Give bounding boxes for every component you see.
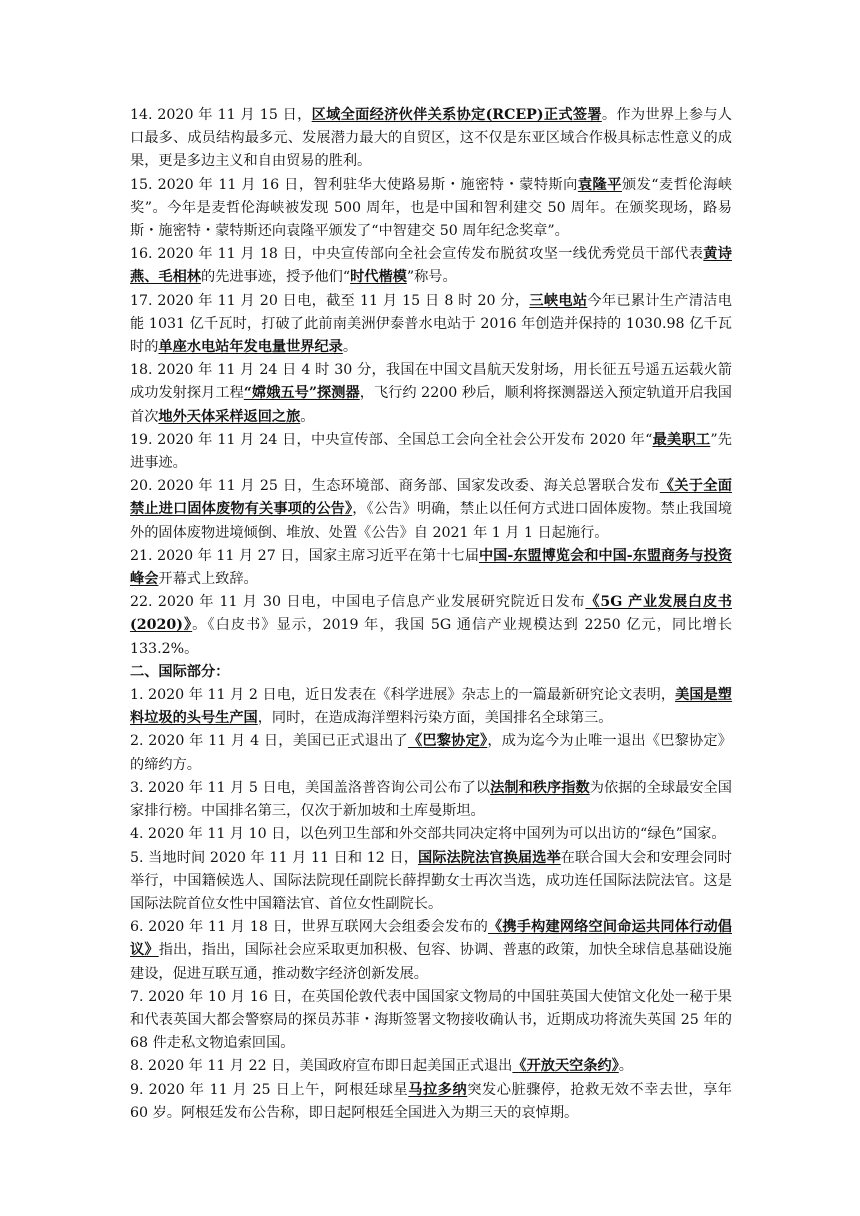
list-item: 8. 2020 年 11 月 22 日，美国政府宣布即日起美国正式退出《开放天空条约》。 — [130, 1058, 633, 1075]
document-body — [130, 104, 732, 1125]
highlight-term: 美国是塑料垃圾的头号生产国 — [130, 687, 732, 727]
list-item: 22. 2020 年 11 月 30 日电，中国电子信息产业发展研究院近日发布《5G 产业发展白皮书(2020)》。《白皮书》显示，2019 年，我国 5G 通信产业规模达到 2250 亿元，同比增长 133.2%。 — [130, 594, 733, 657]
highlight-term: 地外天体采样返回之旅 — [158, 408, 301, 425]
highlight-term: 《5G 产业发展白皮书(2020)》 — [130, 594, 732, 634]
highlight-term: 法制和秩序指数 — [490, 779, 590, 796]
highlight-term: 中国-东盟博览会和中国-东盟商务与投资峰会 — [130, 547, 733, 588]
list-item: 18. 2020 年 11 月 24 日 4 时 30 分，我国在中国文昌航天发射场，用长征五号遥五运载火箭成功发射探月工程“嫦娥五号”探测器，飞行约 2200 秒后，顺利将探测器送入预定轨道开启我国首次地外天体采样返回之旅。 — [130, 362, 732, 425]
highlight-term: “嫦娥五号”探测器 — [243, 385, 360, 402]
highlight-term: 最美职工 — [652, 431, 711, 448]
highlight-term: 《携手构建网络空间命运共同体行动倡议》 — [130, 919, 732, 959]
list-item: 9. 2020 年 11 月 25 日上午，阿根廷球星马拉多纳突发心脏骤停，抢救无效不幸去世，享年 60 岁。阿根廷发布公告称，即日起阿根廷全国进入为期三天的哀悼期。 — [130, 1081, 732, 1121]
highlight-term: 马拉多纳 — [408, 1081, 468, 1098]
list-item: 15. 2020 年 11 月 16 日，智利驻华大使路易斯・施密特・蒙特斯向袁隆平颁发“麦哲伦海峡奖”。今年是麦哲伦海峡被发现 500 周年，也是中国和智利建交 50 周年。在颁奖现场，路易斯・施密特・蒙特斯还向袁隆平颁发了“中智建交 50 周年纪念奖章”。 — [130, 176, 732, 240]
list-item: 1. 2020 年 11 月 2 日电，近日发表在《科学进展》杂志上的一篇最新研究论文表明，美国是塑料垃圾的头号生产国，同时，在造成海洋塑料污染方面，美国排名全球第三。 — [130, 687, 732, 727]
highlight-term: 《关于全面禁止进口固体废物有关事项的公告》 — [130, 478, 732, 518]
highlight-term: 《巴黎协定》 — [407, 733, 488, 750]
list-item: 19. 2020 年 11 月 24 日，中央宣传部、全国总工会向全社会公开发布 2020 年“最美职工”先进事迹。 — [130, 431, 732, 472]
list-item: 2. 2020 年 11 月 4 日，美国已正式退出了《巴黎协定》，成为迄今为止唯一退出《巴黎协定》的缔约方。 — [130, 733, 732, 773]
highlight-term: 三峡电站 — [529, 292, 588, 309]
list-item: 3. 2020 年 11 月 5 日电，美国盖洛普咨询公司公布了以法制和秩序指数为依据的全球最安全国家排行榜。中国排名第三，仅次于新加坡和土库曼斯坦。 — [130, 779, 732, 820]
list-item: 20. 2020 年 11 月 25 日，生态环境部、商务部、国家发改委、海关总署联合发布《关于全面禁止进口固体废物有关事项的公告》，《公告》明确，禁止以任何方式进口固体废物。禁止我国境外的固体废物进境倾倒、堆放、处置《公告》自 2021 年 1 月 1 日起施行。 — [130, 478, 733, 541]
list-item: 5. 当地时间 2020 年 11 月 11 日和 12 日，国际法院法官换届选举在联合国大会和安理会同时举行，中国籍候选人、国际法院现任副院长薛捍勤女士再次当选，成功连任国际法院法官。这是国际法院首位女性中国籍法官、首位女性副院长。 — [130, 849, 732, 912]
list-item: 16. 2020 年 11 月 18 日，中央宣传部向全社会宣传发布脱贫攻坚一线优秀党员干部代表黄诗燕、毛相林的先进事迹，授予他们“时代楷模”称号。 — [130, 246, 732, 286]
list-item: 17. 2020 年 11 月 20 日电，截至 11 月 15 日 8 时 20 分，三峡电站今年已累计生产清洁电能 1031 亿千瓦时，打破了此前南美洲伊泰普水电站于 2016 年创造并保持的 1030.98 亿千瓦时的单座水电站年发电量世界纪录。 — [130, 292, 732, 356]
highlight-term: 区域全面经济伙伴关系协定(RCEP)正式签署 — [311, 107, 602, 123]
highlight-term: 时代楷模 — [350, 269, 407, 286]
list-item: 21. 2020 年 11 月 27 日，国家主席习近平在第十七届中国-东盟博览会和中国-东盟商务与投资峰会开幕式上致辞。 — [130, 547, 733, 588]
highlight-term: 黄诗燕、毛相林 — [130, 246, 732, 286]
list-item: 7. 2020 年 10 月 16 日，在英国伦敦代表中国国家文物局的中国驻英国大使馆文化处一秘于果和代表英国大都会警察局的探员苏菲・海斯签署文物接收确认书，近期成功将流失英国 25 年的 68 件走私文物追索回国。 — [130, 988, 732, 1052]
list-item: 14. 2020 年 11 月 15 日，区域全面经济伙伴关系协定(RCEP)正式签署。作为世界上参与人口最多、成员结构最多元、发展潜力最大的自贸区，这不仅是东亚区域合作极具标志性意义的成果，更是多边主义和自由贸易的胜利。 — [130, 107, 732, 170]
highlight-term: 《开放天空条约》 — [512, 1058, 619, 1075]
highlight-term: 单座水电站年发电量世界纪录 — [158, 339, 343, 356]
highlight-term: 国际法院法官换届选举 — [417, 849, 561, 866]
list-item: 4. 2020 年 11 月 10 日，以色列卫生部和外交部共同决定将中国列为可以出访的“绿色”国家。 — [130, 826, 726, 843]
section-heading: 二、国际部分： — [130, 663, 230, 680]
list-item: 6. 2020 年 11 月 18 日，世界互联网大会组委会发布的《携手构建网络空间命运共同体行动倡议》指出，指出，国际社会应采取更加积极、包容、协调、普惠的政策，加快全球信息基础设施建设，促进互联互通，推动数字经济创新发展。 — [130, 919, 732, 982]
highlight-term: 袁隆平 — [577, 176, 622, 193]
